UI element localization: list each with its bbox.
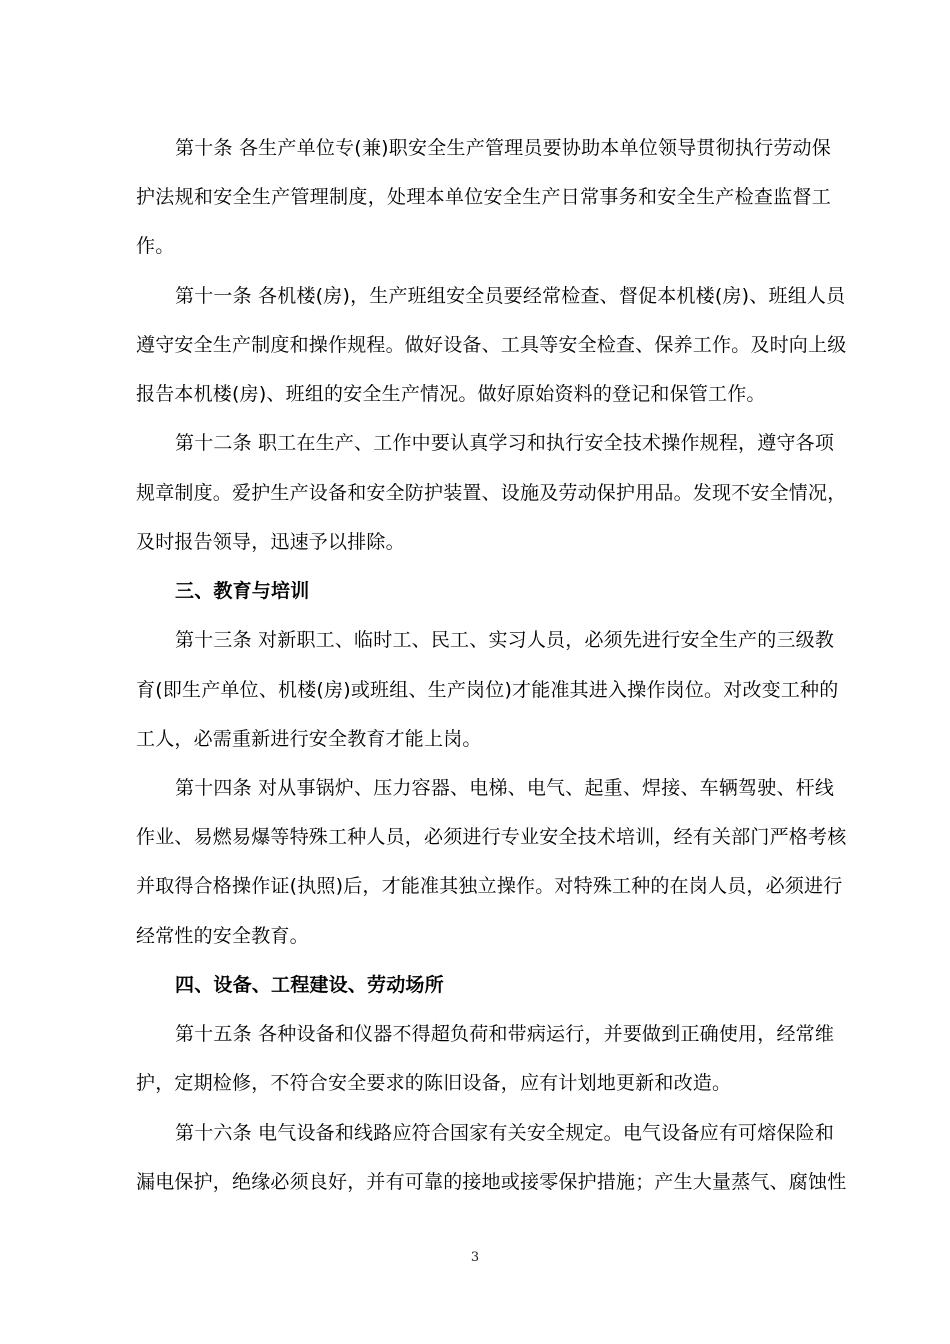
article-13-line-3: 工人，必需重新进行安全教育才能上岗。 bbox=[136, 728, 482, 750]
article-12-line-3: 及时报告领导，迅速予以排除。 bbox=[136, 531, 405, 553]
article-14-line-2: 作业、易燃易爆等特殊工种人员，必须进行专业安全技术培训，经有关部门严格考核 bbox=[136, 826, 847, 848]
article-10-line-1: 第十条 各生产单位专(兼)职安全生产管理员要协助本单位领导贯彻执行劳动保 bbox=[175, 137, 831, 159]
article-12-line-2: 规章制度。爱护生产设备和安全防护装置、设施及劳动保护用品。发现不安全情况， bbox=[136, 482, 847, 504]
article-10-line-2: 护法规和安全生产管理制度，处理本单位安全生产日常事务和安全生产检查监督工 bbox=[136, 186, 831, 208]
article-11-line-2: 遵守安全生产制度和操作规程。做好设备、工具等安全检查、保养工作。及时向上级 bbox=[136, 334, 847, 356]
article-13-line-2: 育(即生产单位、机楼(房)或班组、生产岗位)才能准其进入操作岗位。对改变工种的 bbox=[136, 679, 839, 701]
article-15-line-2: 护，定期检修，不符合安全要求的陈旧设备，应有计划地更新和改造。 bbox=[136, 1072, 732, 1094]
article-12-line-1: 第十二条 职工在生产、工作中要认真学习和执行安全技术操作规程，遵守各项 bbox=[175, 432, 835, 454]
section-heading-education: 三、教育与培训 bbox=[175, 580, 310, 602]
page-number: 3 bbox=[470, 1250, 480, 1265]
article-16-line-2: 漏电保护，绝缘必须良好，并有可靠的接地或接零保护措施；产生大量蒸气、腐蚀性 bbox=[136, 1171, 847, 1193]
article-11-line-3: 报告本机楼(房)、班组的安全生产情况。做好原始资料的登记和保管工作。 bbox=[136, 383, 766, 405]
article-16-line-1: 第十六条 电气设备和线路应符合国家有关安全规定。电气设备应有可熔保险和 bbox=[175, 1122, 835, 1144]
article-11-line-1: 第十一条 各机楼(房)，生产班组安全员要经常检查、督促本机楼(房)、班组人员 bbox=[175, 285, 846, 307]
article-13-line-1: 第十三条 对新职工、临时工、民工、实习人员，必须先进行安全生产的三级教 bbox=[175, 629, 835, 651]
article-10-line-3: 作。 bbox=[136, 235, 175, 257]
article-15-line-1: 第十五条 各种设备和仪器不得超负荷和带病运行，并要做到正确使用，经常维 bbox=[175, 1023, 835, 1045]
article-14-line-4: 经常性的安全教育。 bbox=[136, 925, 309, 947]
section-heading-equipment: 四、设备、工程建设、劳动场所 bbox=[175, 974, 444, 996]
article-14-line-3: 并取得合格操作证(执照)后，才能准其独立操作。对特殊工种的在岗人员，必须进行 bbox=[136, 875, 843, 897]
article-14-line-1: 第十四条 对从事锅炉、压力容器、电梯、电气、起重、焊接、车辆驾驶、杆线 bbox=[175, 777, 835, 799]
